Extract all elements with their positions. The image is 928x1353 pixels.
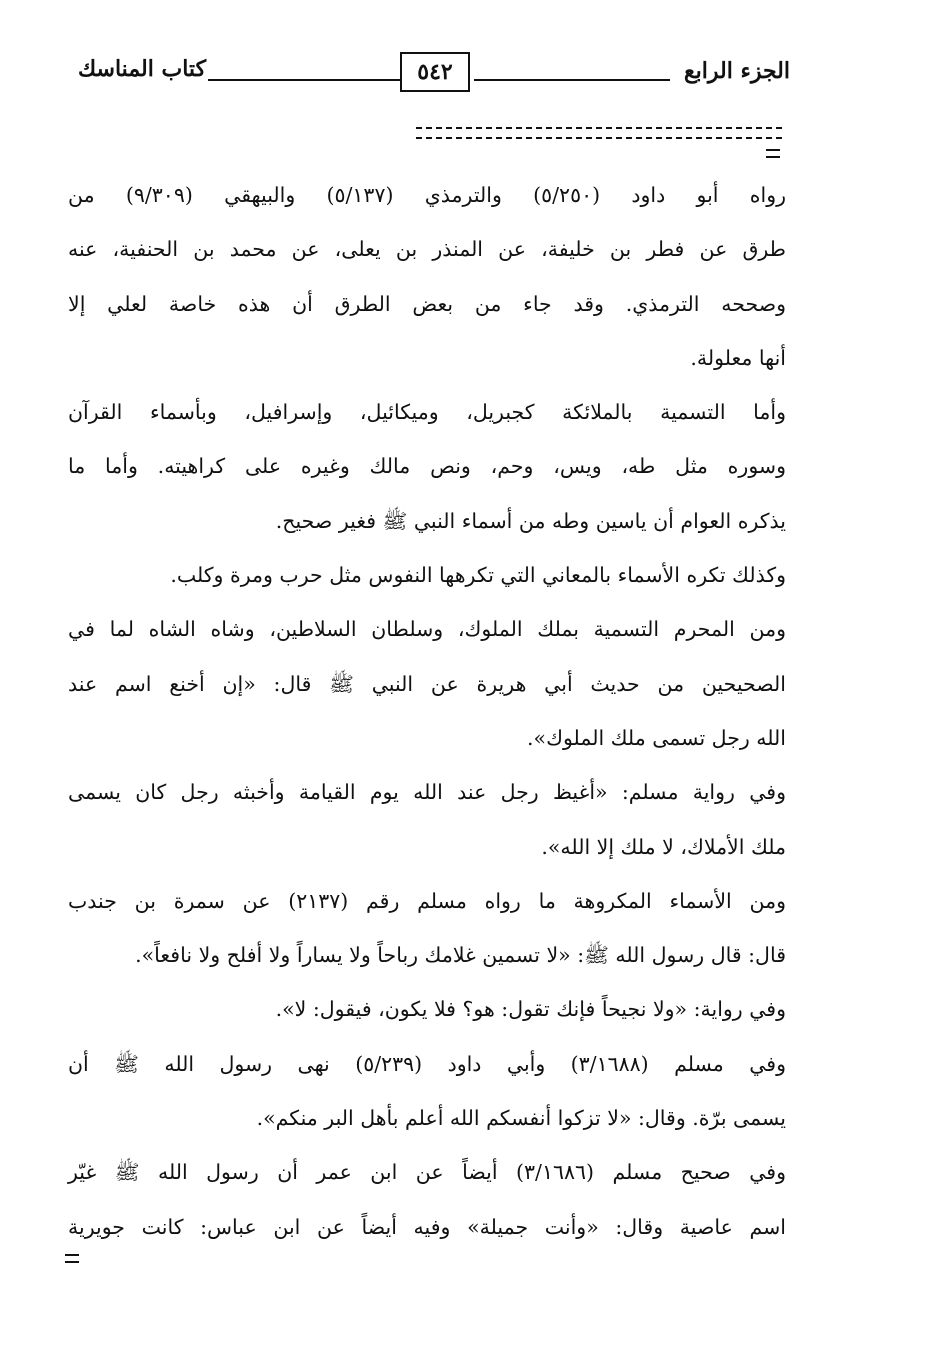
continuation-mark: [766, 149, 780, 158]
text-line: وفي رواية مسلم: «أغيظ رجل عند الله يوم القيامة وأخبثه رجل كان يسمى: [68, 780, 786, 805]
text-line: رواه أبو داود (٥/٢٥٠) والترمذي (٥/١٣٧) والبيهقي (٩/٣٠٩) من: [68, 183, 786, 207]
body-text: [68, 168, 786, 1254]
footnote-separator: [416, 127, 782, 129]
text-line: وفي صحيح مسلم (٣/١٦٨٦) أيضاً عن ابن عمر أن رسول الله ﷺ غيّر: [68, 1160, 786, 1185]
text-line: وسوره مثل طه، ويس، وحم، ونص مالك وغيره على كراهيته. وأما ما: [68, 454, 786, 479]
text-line: وفي رواية: «ولا نجيحاً فإنك تقول: هو؟ فلا يكون، فيقول: لا».: [275, 997, 786, 1022]
text-line: ملك الأملاك، لا ملك إلا الله».: [541, 834, 786, 859]
continuation-mark: [65, 1254, 79, 1263]
text-line: وأما التسمية بالملائكة كجبريل، وميكائيل، وإسرافيل، وبأسماء القرآن: [68, 400, 786, 425]
text-line: وكذلك تكره الأسماء بالمعاني التي تكرهها النفوس مثل حرب ومرة وكلب.: [170, 563, 786, 588]
text-line: ومن الأسماء المكروهة ما رواه مسلم رقم (٢١٣٧) عن سمرة بن جندب: [68, 888, 786, 913]
text-line: طرق عن فطر بن خليفة، عن المنذر بن يعلى، عن محمد بن الحنفية، عنه: [68, 237, 786, 262]
text-line: يسمى برّة. وقال: «لا تزكوا أنفسكم الله أعلم بأهل البر منكم».: [256, 1106, 786, 1131]
text-line: اسم عاصية وقال: «وأنت جميلة» وفيه أيضاً عن ابن عباس: كانت جويرية: [68, 1214, 786, 1239]
footnote-separator: [416, 137, 782, 139]
running-header: [70, 52, 790, 96]
text-line: وصححه الترمذي. وقد جاء من بعض الطرق أن هذه خاصة لعلي إلا: [68, 291, 786, 316]
header-rule: [208, 79, 402, 81]
text-line: الله رجل تسمى ملك الملوك».: [527, 725, 786, 750]
header-rule: [474, 79, 670, 81]
text-line: ومن المحرم التسمية بملك الملوك، وسلطان السلاطين، وشاه الشاه لما في: [68, 617, 786, 642]
text-line: أنها معلولة.: [690, 345, 786, 370]
header-book-title: كتاب المناسك: [78, 56, 207, 82]
page-number: ٥٤٢: [400, 52, 470, 92]
text-line: الصحيحين من حديث أبي هريرة عن النبي ﷺ قال: «إن أخنع اسم عند: [68, 671, 786, 696]
text-line: يذكره العوام أن ياسين وطه من أسماء النبي ﷺ فغير صحيح.: [275, 508, 786, 533]
text-line: قال: قال رسول الله ﷺ: «لا تسمين غلامك رباحاً ولا يساراً ولا أفلح ولا نافعاً».: [135, 943, 786, 968]
text-line: وفي مسلم (٣/١٦٨٨) وأبي داود (٥/٢٣٩) نهى رسول الله ﷺ أن: [68, 1051, 786, 1076]
header-volume: الجزء الرابع: [683, 58, 790, 84]
